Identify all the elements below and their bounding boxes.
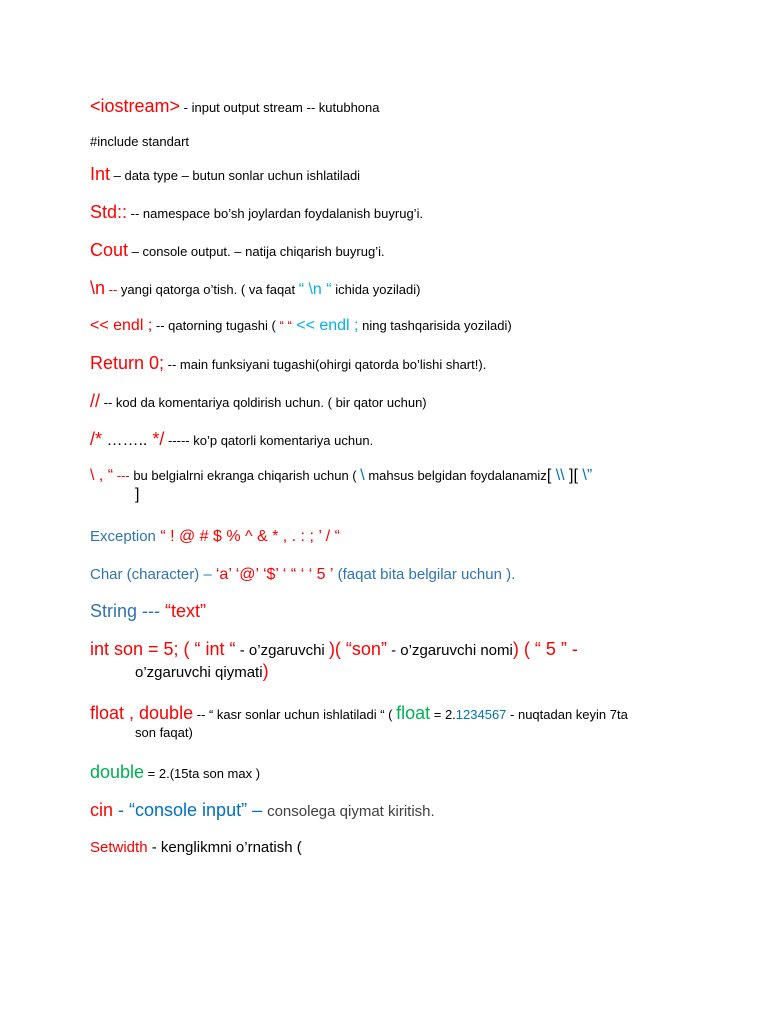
keyword: String --- — [90, 601, 166, 621]
description: o’zgaruvchi qiymati — [135, 663, 263, 681]
line-newline — [90, 278, 708, 300]
line-setwidth — [90, 838, 708, 857]
code-snippet: ) ( “ 5 ” — [512, 639, 567, 659]
keyword: double — [90, 762, 145, 782]
description: ning tashqarisida yoziladi) — [358, 318, 512, 333]
description: - “console input” – — [113, 800, 268, 820]
dashes: --- — [113, 468, 130, 483]
code-snippet: << endl ; — [291, 317, 359, 334]
keyword: float , double — [90, 703, 194, 723]
line-comment — [90, 391, 708, 413]
bracket: ] — [135, 486, 140, 504]
keyword: // — [90, 391, 101, 411]
description: -- namespace bo’sh joylardan foydalanish buyrug’i. — [127, 206, 424, 221]
bracket: ][ — [569, 467, 578, 484]
digits: 1234567 — [455, 707, 507, 722]
backslash: \ — [360, 467, 365, 484]
line-include — [90, 132, 708, 151]
example: “text” — [165, 601, 207, 621]
line-escape — [90, 466, 708, 504]
description: = 2.(15ta son max ) — [144, 766, 261, 781]
code-snippet: “ \n “ — [298, 281, 332, 298]
description: mahsus belgidan foydalanamiz — [364, 468, 547, 483]
line-std — [90, 202, 708, 224]
description: ----- ko’p qatorli komentariya uchun. — [164, 433, 374, 448]
code-snippet: int son = 5; ( “ int “ — [90, 639, 236, 659]
description: - — [386, 642, 401, 659]
line-string — [90, 601, 708, 623]
quote: “ — [287, 318, 292, 333]
continuation — [90, 661, 708, 683]
keyword: Char (character) – — [90, 566, 216, 583]
description: bu belgialrni ekranga chiqarish uchun ( — [129, 468, 361, 483]
description: consolega qiymat kiritish. — [267, 803, 435, 820]
line-char — [90, 565, 708, 584]
keyword: /* — [90, 429, 103, 449]
keyword: float — [396, 703, 431, 723]
line-int-son — [90, 639, 708, 682]
line-multicomment — [90, 429, 708, 451]
keyword: \n — [90, 278, 106, 298]
description: -- qatorning tugashi ( — [152, 318, 280, 333]
line-iostream — [90, 96, 708, 118]
description: yangi qatorga o’tish. ( va faqat — [117, 282, 299, 297]
keyword: Return 0; — [90, 353, 165, 373]
code-snippet: \\ — [551, 467, 570, 484]
keyword: cin — [90, 800, 114, 820]
line-cin — [90, 800, 708, 822]
description: (faqat bita belgilar uchun ). — [333, 566, 516, 583]
description: ichida yoziladi) — [331, 282, 421, 297]
line-endl — [90, 316, 708, 335]
description: – console output. – natija chiqarish buyrug’i. — [128, 244, 385, 259]
description: - o’zgaruvchi — [235, 642, 329, 659]
description: - input output stream -- kutubhona — [180, 100, 380, 115]
keyword: Int — [90, 164, 111, 184]
line-cout — [90, 240, 708, 262]
code-snippet: \” — [577, 467, 593, 484]
dots: …….. — [102, 432, 148, 449]
line-float-double — [90, 703, 708, 740]
keyword: <iostream> — [90, 96, 181, 116]
symbols: “ ! @ # $ % ^ & * , . : ; ’ / “ — [155, 528, 340, 545]
keyword: Setwidth — [90, 839, 148, 856]
keyword: << endl ; — [90, 317, 153, 334]
description: -- kod da komentariya qoldirish uchun. ( bir qator uchun) — [100, 395, 427, 410]
code-snippet: )( “son” — [328, 639, 387, 659]
quote: “ — [279, 318, 284, 333]
keyword: Std:: — [90, 202, 128, 222]
line-exception — [90, 527, 708, 546]
line-int — [90, 164, 708, 186]
description: #include standart — [90, 134, 190, 149]
line-return — [90, 353, 708, 375]
dash: - — [566, 639, 578, 659]
continuation: son faqat) — [135, 724, 193, 740]
keyword: \ , “ — [90, 467, 114, 484]
description: = 2. — [430, 707, 456, 722]
description: -- main funksiyani tugashi(ohirgi qatorda bo’lishi shart!). — [164, 357, 487, 372]
description: - kenglikmni o’rnatish ( — [147, 839, 302, 856]
description: - nuqtadan keyin 7ta — [506, 707, 628, 722]
dashes: -- — [105, 282, 118, 297]
description: o’zgaruvchi nomi — [400, 642, 513, 659]
examples: ‘a’ ‘@’ ‘$’ ‘ “ ‘ ‘ 5 ’ — [215, 566, 334, 583]
bracket: [ — [546, 467, 552, 484]
keyword: Cout — [90, 240, 129, 260]
keyword: */ — [147, 429, 165, 449]
paren: ) — [262, 660, 269, 681]
description: – data type – butun sonlar uchun ishlatiladi — [110, 168, 361, 183]
line-double — [90, 762, 708, 784]
keyword: Exception — [90, 528, 156, 545]
description: -- “ kasr sonlar uchun ishlatiladi “ ( — [193, 707, 397, 722]
